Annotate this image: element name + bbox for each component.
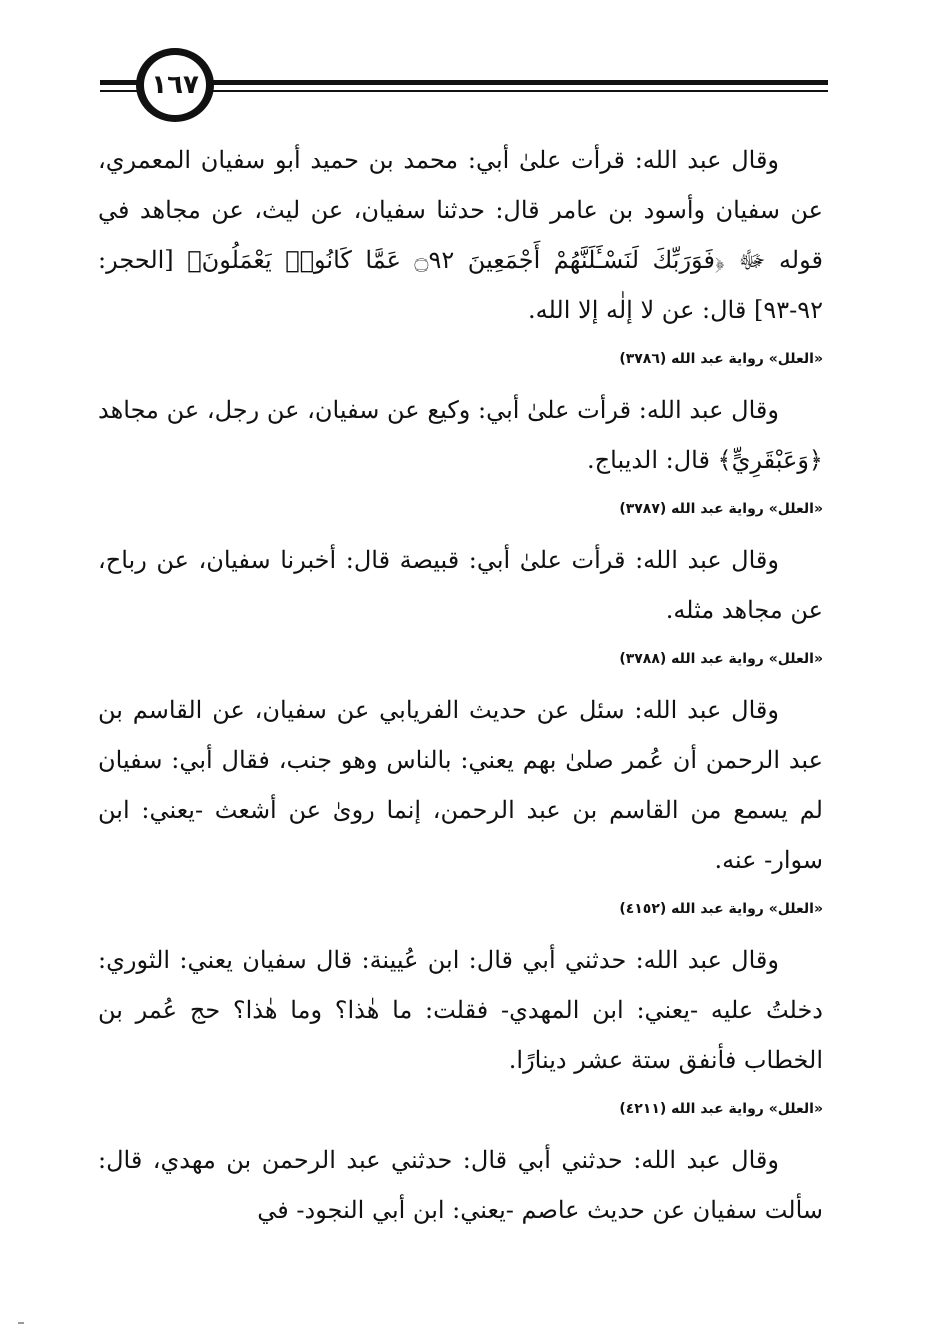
page-number-circle <box>136 48 214 122</box>
entry-text: وقال عبد الله: حدثني أبي قال: ابن عُيينة: قال سفيان يعني: الثوري: دخلتُ عليه -يعني: ابن المهدي- فقلت: ما هٰذا؟ وما هٰذا؟ حج عُمر بن الخطاب فأنفق ستة عشر دينارًا. <box>98 946 823 1074</box>
page-header <box>100 48 828 128</box>
page-body <box>98 135 823 1235</box>
entry-text: وقال عبد الله: قرأت علىٰ أبي: قبيصة قال: أخبرنا سفيان، عن رباح، عن مجاهد مثله. <box>98 546 823 624</box>
entry-text: وقال عبد الله: قرأت علىٰ أبي: وكيع عن سفيان، عن رجل، عن مجاهد ﴿وَعَبْقَرِيٍّ﴾ قال: الديباج. <box>98 396 823 474</box>
page-number: ١٦٧ <box>144 55 206 115</box>
entry-source: «العلل» رواية عبد الله (٤١٥٢) <box>619 901 823 917</box>
entry-text: وقال عبد الله: سئل عن حديث الفريابي عن سفيان، عن القاسم بن عبد الرحمن أن عُمر صلىٰ بهم يعني: بالناس وهو جنب، فقال أبي: سفيان لم يسمع من القاسم بن عبد الرحمن، إنما روىٰ عن أشعث -يعني: ابن سوار- عنه. <box>98 696 823 874</box>
entry-text: وقال عبد الله: حدثني أبي قال: حدثني عبد الرحمن بن مهدي، قال: سألت سفيان عن حديث عاصم -يعني: ابن أبي النجود- في <box>98 1146 823 1224</box>
scan-edge-mark <box>18 1322 24 1324</box>
entry-source: «العلل» رواية عبد الله (٣٧٨٨) <box>619 651 823 667</box>
entry-source: «العلل» رواية عبد الله (٣٧٨٧) <box>619 501 823 517</box>
entry-source: «العلل» رواية عبد الله (٤٢١١) <box>619 1101 823 1117</box>
entry-source: «العلل» رواية عبد الله (٣٧٨٦) <box>619 351 823 367</box>
entry-text: وقال عبد الله: قرأت علىٰ أبي: محمد بن حميد أبو سفيان المعمري، عن سفيان وأسود بن عامر قال: حدثنا سفيان، عن ليث، عن مجاهد في قوله ﷻ ﴿فَوَرَبِّكَ لَنَسْـَٔلَنَّهُمْ أَجْمَعِينَ ۝٩٢ عَمَّا كَانُوا۟ يَعْمَلُونَ﴾ [الحجر: ٩٢-٩٣] قال: عن لا إلٰه إلا الله. <box>98 146 823 324</box>
